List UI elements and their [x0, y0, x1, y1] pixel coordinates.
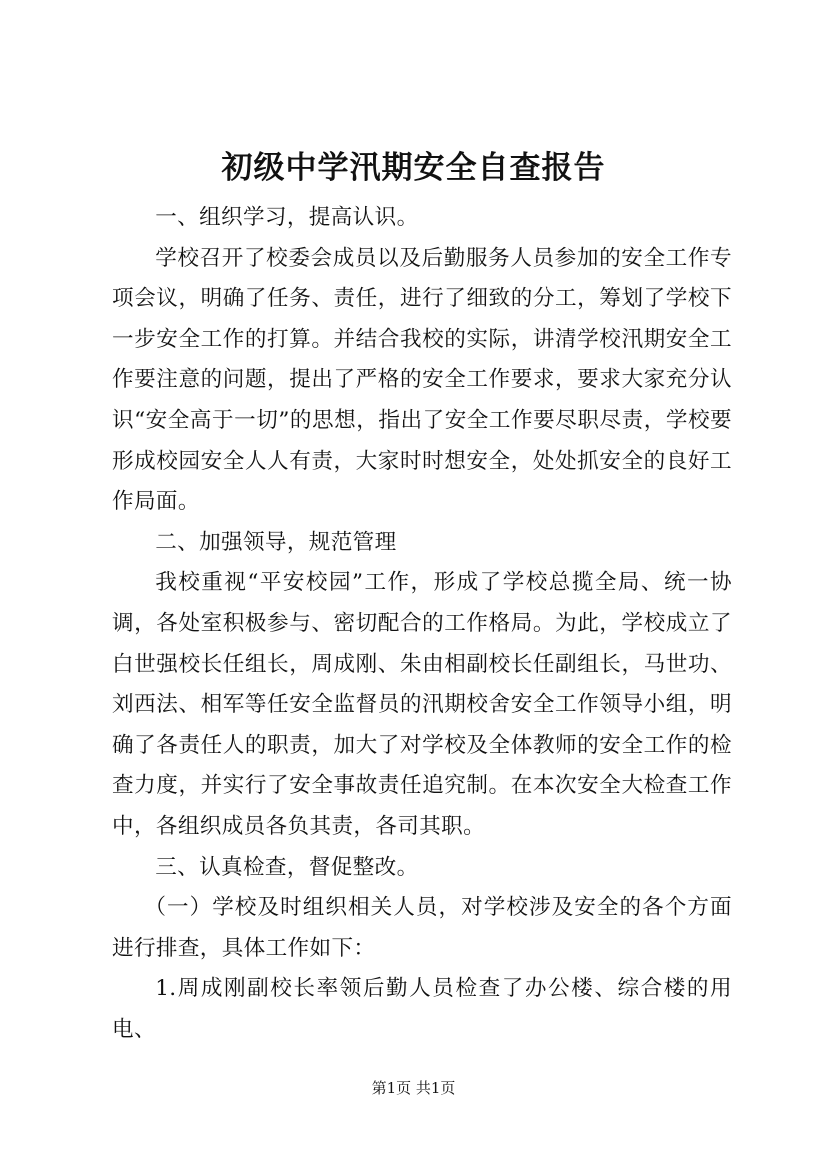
paragraph-2: 我校重视“平安校园”工作，形成了学校总揽全局、统一协调，各处室积极参与、密切配合的工作格局。为此，学校成立了白世强校长任组长，周成刚、朱由相副校长任副组长，马世功、刘西法、相军等任安全监督员的汛期校舍安全工作领导小组，明确了各责任人的职责，加大了对学校及全体教师的安全工作的检查力度，并实行了安全事故责任追究制。在本次安全大检查工作中，各组织成员各负其责，各司其职。 — [112, 570, 732, 839]
section-heading-3: 三、认真检查，督促整改。 — [155, 854, 419, 880]
page-footer: 第1页 共1页 — [371, 1079, 456, 1097]
section-heading-1: 一、组织学习，提高认识。 — [155, 205, 419, 230]
list-item-1: 1.周成刚副校长率领后勤人员检查了办公楼、综合楼的用电、 — [112, 976, 732, 1042]
document-body — [112, 198, 732, 1050]
paragraph-1: 学校召开了校委会成员以及后勤服务人员参加的安全工作专项会议，明确了任务、责任，进行了细致的分工，筹划了学校下一步安全工作的打算。并结合我校的实际，讲清学校汛期安全工作要注意的问题，提出了严格的安全工作要求，要求大家充分认识“安全高于一切”的思想，指出了安全工作要尽职尽责，学校要形成校园安全人人有责，大家时时想安全，处处抓安全的良好工作局面。 — [112, 245, 732, 515]
section-heading-2: 二、加强领导，规范管理 — [155, 529, 397, 555]
subsection-1: （一）学校及时组织相关人员，对学校涉及安全的各个方面进行排查，具体工作如下： — [112, 895, 732, 961]
document-title: 初级中学汛期安全自查报告 — [221, 150, 606, 186]
